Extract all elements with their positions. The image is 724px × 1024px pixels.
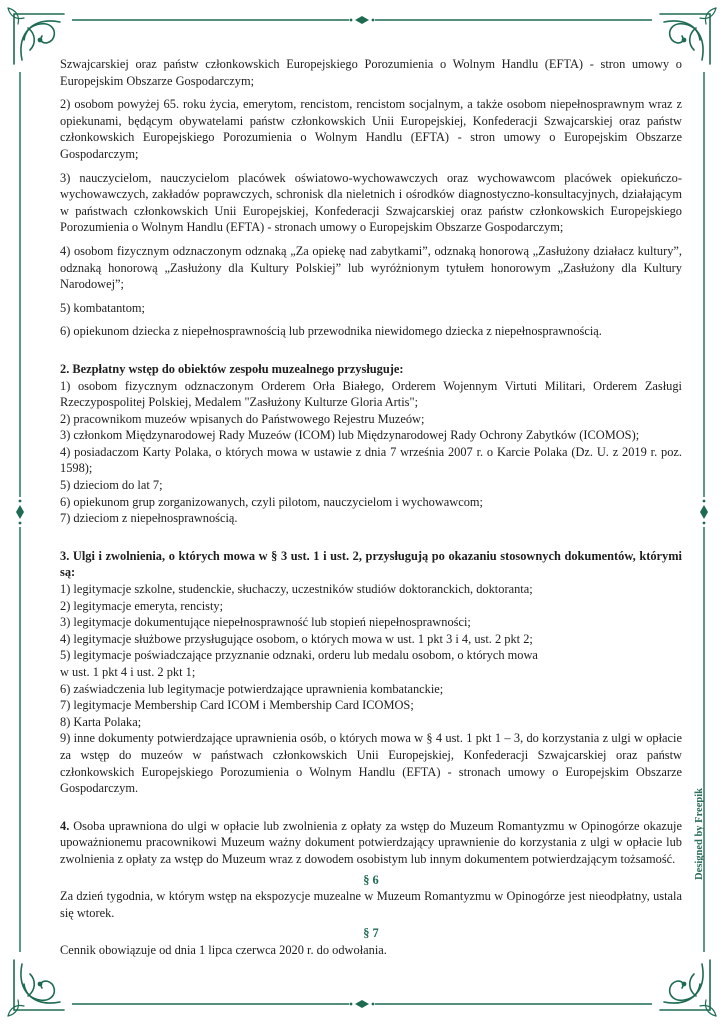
section-3-item: 7) legitymacje Membership Card ICOM i Membership Card ICOMOS; <box>60 698 414 713</box>
section-2-item: 4) posiadaczom Karty Polaka, o których mowa w ustawie z dnia 7 września 2007 r. o Karcie Polaka (Dz. U. z 2019 r. poz. 1598); <box>60 444 682 476</box>
item-teachers: 3) nauczycielom, nauczycielom placówek oświatowo-wychowawczych oraz wychowawcom placówek opiekuńczo-wychowawczych, zakładów poprawczych, schronisk dla nieletnich i ośrodków diagnostyczno-konsultacyjnych, działającym w państwach członkowskich Unii Europejskiej, Konfederacji Szwajcarskiej oraz państw członkowskich Europejskiego Porozumienia o Wolnym Handlu (EFTA) - stronach umowy o Europejskim Obszarze Gospodarczym; <box>60 170 682 235</box>
item-decorated-persons: 4) osobom fizycznym odznaczonym odznaką „Za opiekę nad zabytkami”, odznaką honorową „Zasłużony działacz kultury”, odznaką honorową „Zasłużony dla Kultury Polskiej” lub wyróżnionym tytułem honorowym „Zasłużony dla Kultury Narodowej”; <box>60 243 682 292</box>
document-body <box>60 56 682 959</box>
paragraph-6-text: Za dzień tygodnia, w którym wstęp na ekspozycje muzealne w Muzeum Romantyzmu w Opinogórze jest nieodpłatny, ustala się wtorek. <box>60 889 682 920</box>
section-2-item: 3) członkom Międzynarodowej Rady Muzeów (ICOM) lub Międzynarodowej Rady Ochrony Zabytków (ICOMOS); <box>60 428 640 443</box>
paragraph-6-heading: § 6 <box>363 872 379 887</box>
section-4-paragraph <box>60 818 682 868</box>
section-3-item: 3) legitymacje dokumentujące niepełnosprawność lub stopień niepełnosprawności; <box>60 615 471 630</box>
section-3-item: 1) legitymacje szkolne, studenckie, słuchaczy, uczestników studiów doktoranckich, doktoranta; <box>60 582 533 597</box>
section-3-heading: 3. Ulgi i zwolnienia, o których mowa w § 3 ust. 1 i ust. 2, przysługują po okazaniu stosownych dokumentów, którymi są: <box>60 548 682 580</box>
section-2-item: 6) opiekunom grup zorganizowanych, czyli pilotom, nauczycielom i wychowawcom; <box>60 494 483 509</box>
section-2-heading: 2. Bezpłatny wstęp do obiektów zespołu muzealnego przysługuje: <box>60 361 404 376</box>
item-seniors: 2) osobom powyżej 65. roku życia, emerytom, rencistom, rencistom socjalnym, a także osobom niepełnosprawnym wraz z opiekunami, będącym obywatelami państw członkowskich Unii Europejskiej, Konfederacji Szwajcarskiej oraz państw członkowskich Europejskiego Porozumienia o Wolnym Handlu (EFTA) - stron umowy o Europejskim Obszarze Gospodarczym; <box>60 97 682 161</box>
section-3-list <box>60 581 682 797</box>
top-diamond-ornament <box>350 16 375 24</box>
section-3-item: 8) Karta Polaka; <box>60 714 142 729</box>
item-veterans: 5) kombatantom; <box>60 300 145 315</box>
section-3-item: 9) inne dokumenty potwierdzające uprawnienia osób, o których mowa w § 4 ust. 1 pkt 1 – 3, do korzystania z ulgi w opłacie za wstęp do muzeów w państwach członkowskich Unii Europejskiej, Konfederacji Szwajcarskiej oraz państw członkowskich Europejskiego Porozumienia o Wolnym Handlu (EFTA) - stronach umowy o Europejskim Obszarze Gospodarczym. <box>60 731 682 796</box>
section-3-item: 5) legitymacje poświadczające przyznanie odznaki, orderu lub medalu osobom, o których mowa <box>60 648 538 663</box>
section-2-item: 2) pracownikom muzeów wpisanych do Państwowego Rejestru Muzeów; <box>60 411 425 426</box>
section-2-item: 1) osobom fizycznym odznaczonym Orderem Orła Białego, Orderem Wojennym Virtuti Militari, Orderem Zasługi Rzeczypospolitej Polskiej, Medalem "Zasłużony Kulturze Gloria Artis"; <box>60 378 682 410</box>
section-2-item: 5) dzieciom do lat 7; <box>60 478 163 493</box>
corner-ornament-bottom-right <box>660 960 716 1016</box>
section-3-item: 6) zaświadczenia lub legitymacje potwierdzające uprawnienia kombatanckie; <box>60 681 444 696</box>
right-diamond-ornament <box>700 500 708 525</box>
left-diamond-ornament <box>16 500 24 525</box>
section-4-number: 4. <box>60 818 70 833</box>
section-3-item: 4) legitymacje służbowe przysługujące osobom, o których mowa w ust. 1 pkt 3 i 4, ust. 2 pkt 2; <box>60 631 533 646</box>
section-2-list <box>60 378 682 527</box>
corner-ornament-bottom-left <box>8 960 64 1016</box>
paragraph-7-text: Cennik obowiązuje od dnia 1 lipca czerwca 2020 r. do odwołania. <box>60 942 387 957</box>
bottom-diamond-ornament <box>350 1000 375 1008</box>
section-3-item: 2) legitymacje emeryta, rencisty; <box>60 598 224 613</box>
section-4-text: Osoba uprawniona do ulgi w opłacie lub zwolnienia z opłaty za wstęp do Muzeum Romantyzmu w Opinogórze okazuje upoważnionemu pracownikowi Muzeum ważny dokument potwierdzający uprawnienie do korzystania z ulgi w opłacie lub zwolnienia z opłaty za wstęp do Muzeum wraz z dowodem osobistym lub innym dokumentem potwierdzającym tożsamość. <box>60 818 682 866</box>
section-2-item: 7) dzieciom z niepełnosprawnością. <box>60 511 238 526</box>
item-guardians: 6) opiekunom dziecka z niepełnosprawnością lub przewodnika niewidomego dziecka z niepełnosprawnością. <box>60 324 602 339</box>
section-3-item: w ust. 1 pkt 4 i ust. 2 pkt 1; <box>60 665 196 679</box>
paragraph-eu-citizens-continued: Szwajcarskiej oraz państw członkowskich Europejskiego Porozumienia o Wolnym Handlu (EFTA) - stron umowy o Europejskim Obszarze Gospodarczym; <box>60 57 682 88</box>
corner-ornament-top-left <box>8 8 64 64</box>
designer-credit: Designed by Freepik <box>694 788 705 880</box>
paragraph-7-heading: § 7 <box>363 926 379 941</box>
